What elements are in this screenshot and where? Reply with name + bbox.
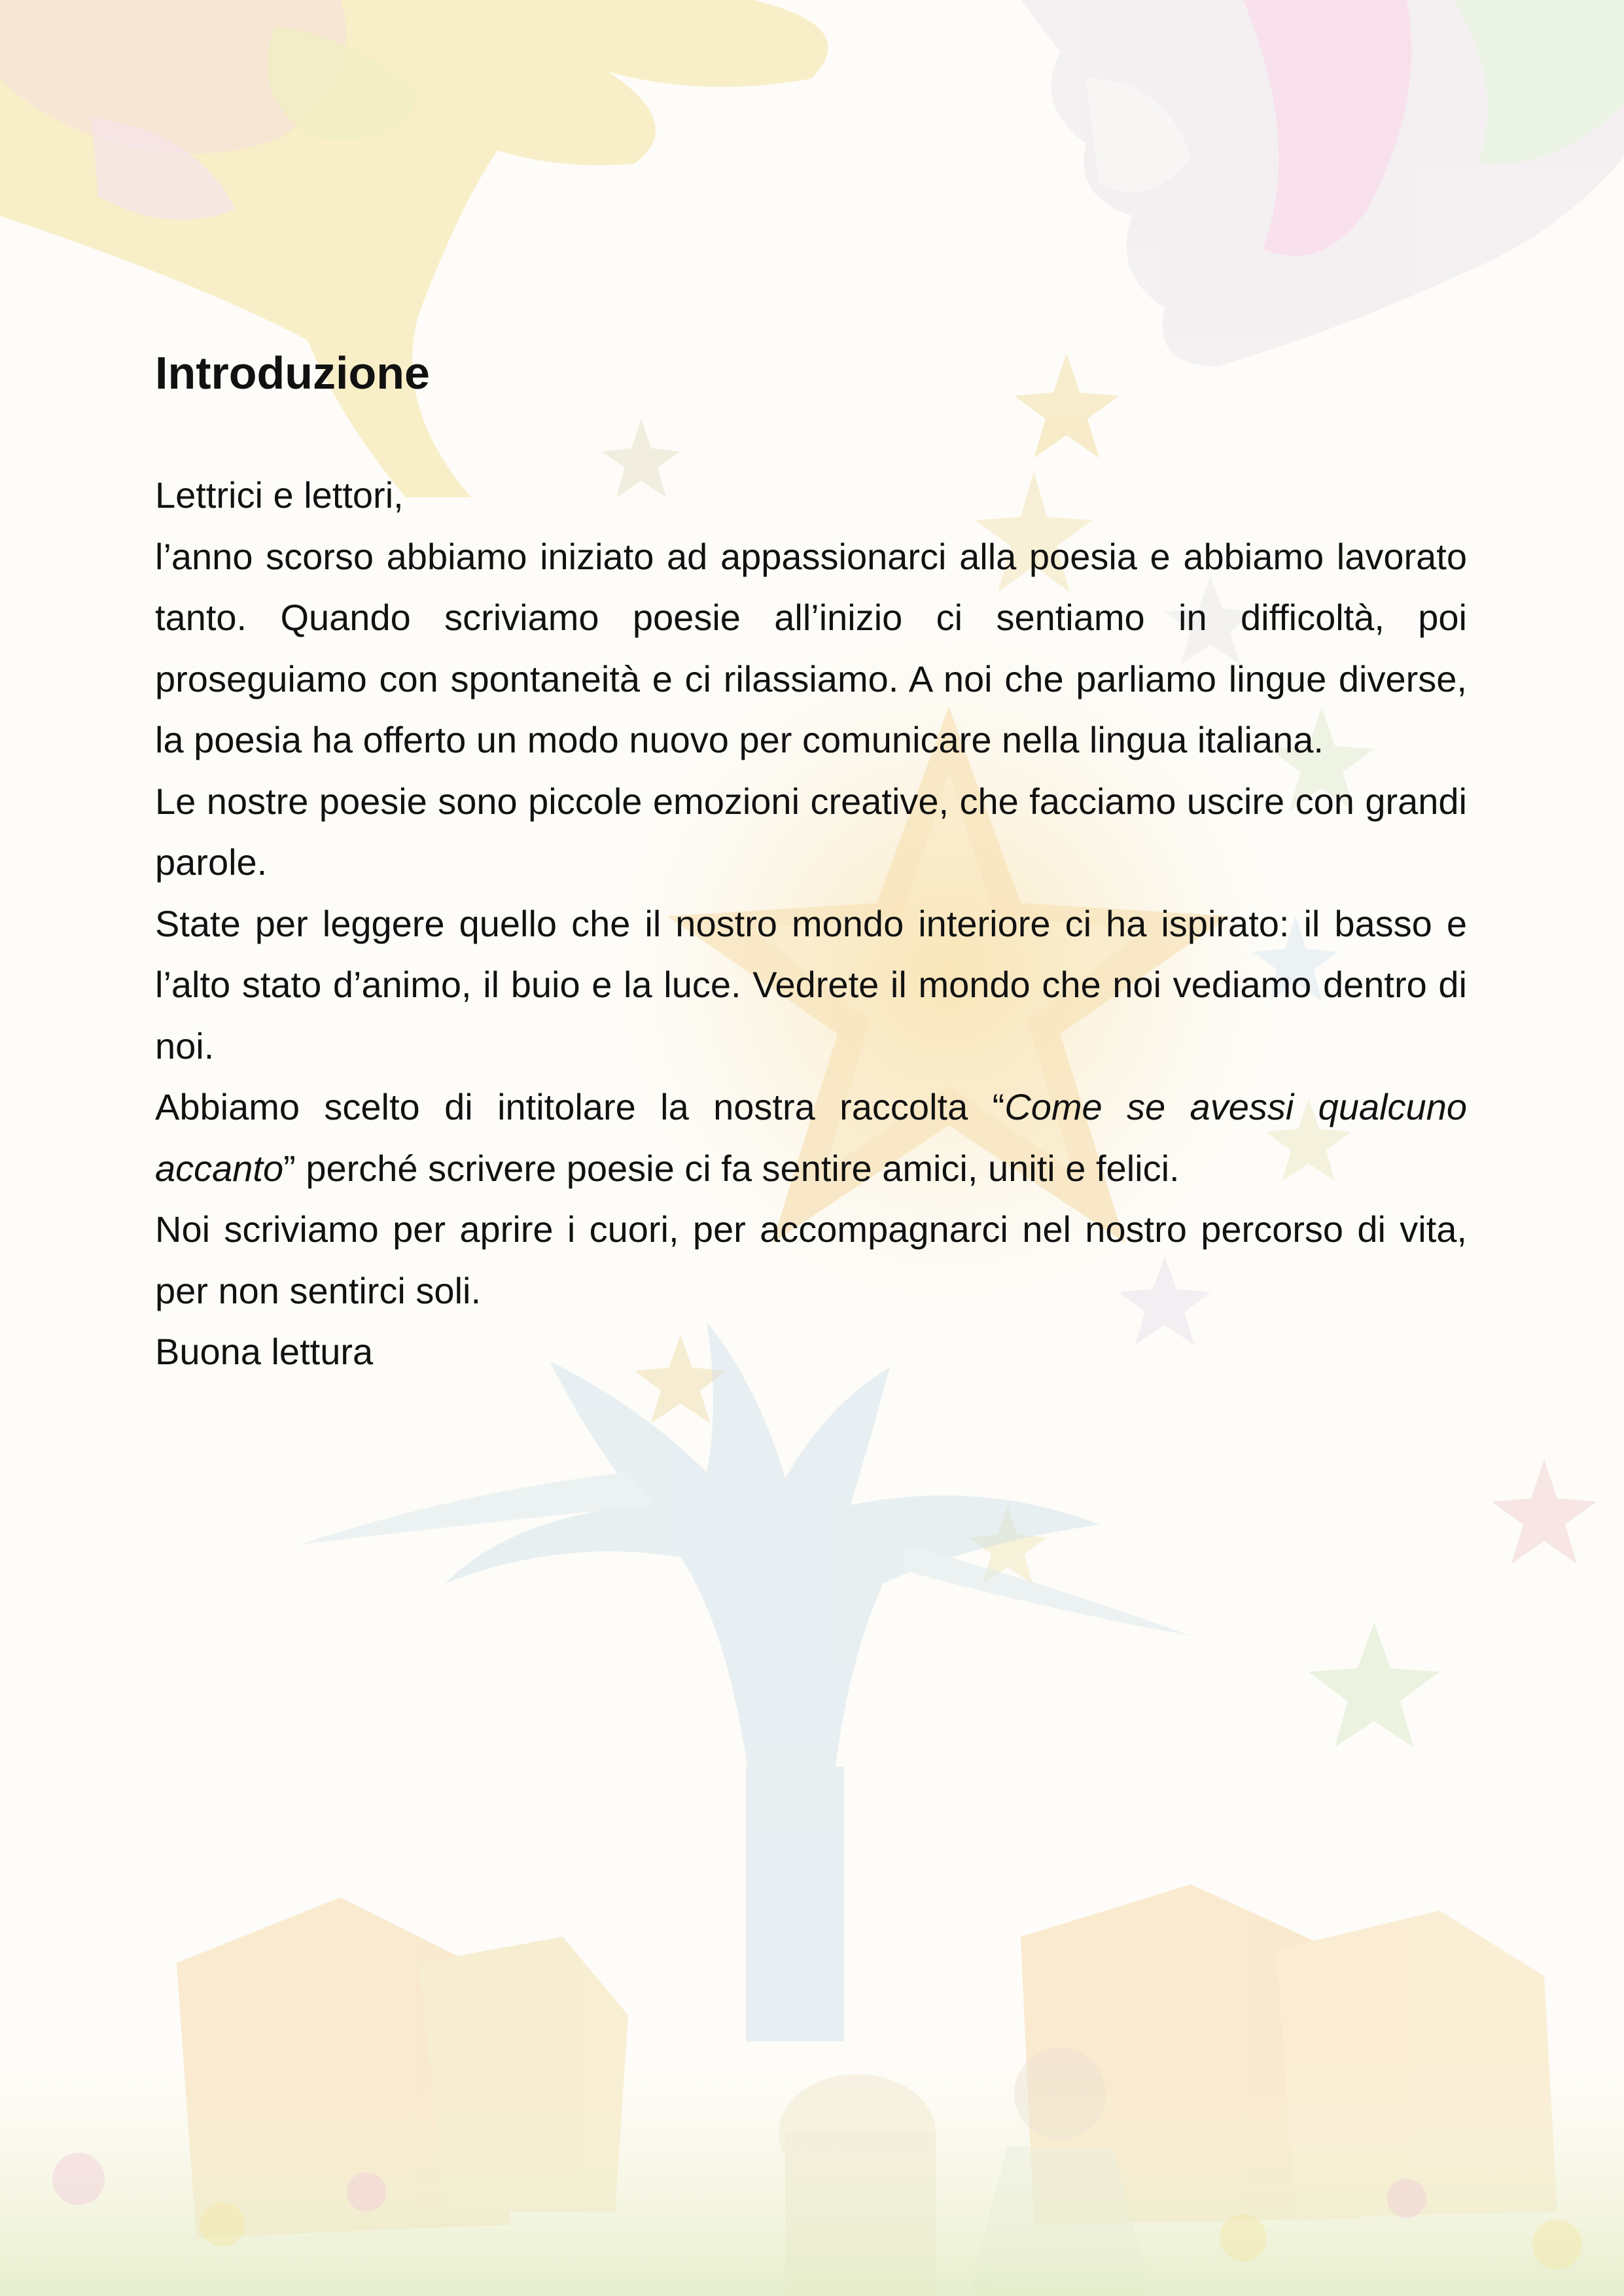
greeting-line: Lettrici e lettori, <box>155 474 404 516</box>
paragraph-emotions: Le nostre poesie sono piccole emozioni creative, che facciamo uscire con grandi parole. <box>155 780 1467 883</box>
paragraph-why-we-write: Noi scriviamo per aprire i cuori, per accompagnarci nel nostro percorso di vita, per non sentirci soli. <box>155 1209 1467 1311</box>
hand-right-icon <box>1021 0 1624 366</box>
paragraph-inner-world: State per leggere quello che il nostro mondo interiore ci ha ispirato: il basso e l’alto stato d’animo, il buio e la luce. Vedrete il mondo che noi vediamo dentro di noi. <box>155 902 1467 1067</box>
collection-title-text-before: Abbiamo scelto di intitolare la nostra raccolta “ <box>155 1086 1005 1127</box>
collection-title-text-after: ” perché scrivere poesie ci fa sentire amici, uniti e felici. <box>283 1147 1180 1189</box>
paragraph-collection-title <box>155 1076 1467 1199</box>
introduction-page <box>155 340 1467 1383</box>
page-heading: Introduzione <box>155 347 430 398</box>
collection-title: Come se avessi qualcuno accanto <box>155 1086 1467 1189</box>
paragraph-poetry-experience: l’anno scorso abbiamo iniziato ad appassionarci alla poesia e abbiamo lavorato tanto. Quando scriviamo poesie all’inizio ci sentiamo in difficoltà, poi proseguiamo con spontaneità e ci rilassiamo. A noi che parliamo lingue diverse, la poesia ha offerto un modo nuovo per comunicare nella lingua italiana. <box>155 535 1467 760</box>
signoff-line: Buona lettura <box>155 1331 374 1372</box>
